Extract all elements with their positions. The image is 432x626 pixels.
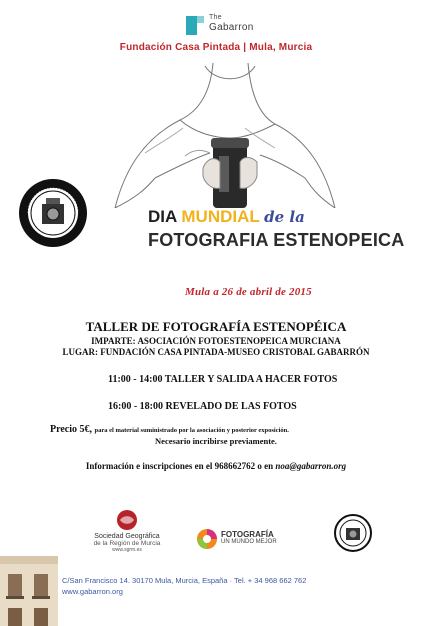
- association-small-seal-icon: [334, 514, 372, 552]
- schedule-afternoon: 16:00 - 18:00 REVELADO DE LAS FOTOS: [108, 401, 297, 412]
- contact-email-link[interactable]: noa@gabarron.org: [275, 461, 347, 471]
- sociedad-web: www.sgrm.es: [112, 547, 142, 553]
- title-word-dia: DIA: [148, 207, 182, 226]
- price-detail: para el material suministrado por la asociación y posterior exposición.: [94, 427, 289, 434]
- title-word-mundial: MUNDIAL: [181, 207, 265, 226]
- price-line: [50, 424, 289, 435]
- pinhole-camera-illustration: [85, 58, 365, 208]
- event-title-line-2: FOTOGRAFIA ESTENOPEICA: [148, 230, 405, 250]
- registration-note: Necesario incribirse previamente.: [155, 436, 277, 446]
- brand-name: Gabarron: [209, 22, 254, 33]
- fotografia-circle-icon: [196, 528, 218, 550]
- workshop-title: TALLER DE FOTOGRAFÍA ESTENOPÉICA: [85, 319, 347, 334]
- instructor-line: IMPARTE: ASOCIACIÓN FOTOESTENOPEICA MURCIANA: [91, 336, 341, 346]
- contact-line: [0, 461, 432, 471]
- event-title-line-1: [148, 207, 305, 227]
- event-date: Mula a 26 de abril de 2015: [185, 286, 312, 298]
- contact-text: Información e inscripciones en el 968662762 o en: [85, 461, 276, 471]
- fotografia-subtitle: UN MUNDO MEJOR: [221, 539, 277, 545]
- building-facade-image: [0, 556, 58, 626]
- gabarron-logo-icon: [186, 16, 204, 35]
- footer-website-link[interactable]: www.gabarron.org: [62, 587, 123, 596]
- association-seal-icon: [18, 178, 88, 248]
- venue-line: LUGAR: FUNDACIÓN CASA PINTADA-MUSEO CRISTOBAL GABARRÓN: [62, 347, 370, 357]
- price-main: Precio 5€,: [50, 424, 95, 435]
- sociedad-region: de la Región de Murcia: [93, 540, 161, 547]
- sponsor-sociedad-geografica-logo: [86, 509, 186, 559]
- brand-the: The: [209, 14, 222, 21]
- title-word-de-la: de la: [264, 208, 305, 226]
- sociedad-name: Sociedad Geográfica: [94, 533, 160, 540]
- fotografia-title: FOTOGRAFÍA: [221, 530, 274, 539]
- sponsor-fotografia-logo: [196, 526, 316, 556]
- schedule-morning: 11:00 - 14:00 TALLER Y SALIDA A HACER FOTOS: [108, 374, 338, 385]
- foundation-line: Fundación Casa Pintada | Mula, Murcia: [119, 42, 313, 53]
- globe-icon: [116, 509, 138, 531]
- footer-address: C/San Francisco 14. 30170 Mula, Murcia, España · Tel. + 34 968 662 762: [62, 576, 307, 585]
